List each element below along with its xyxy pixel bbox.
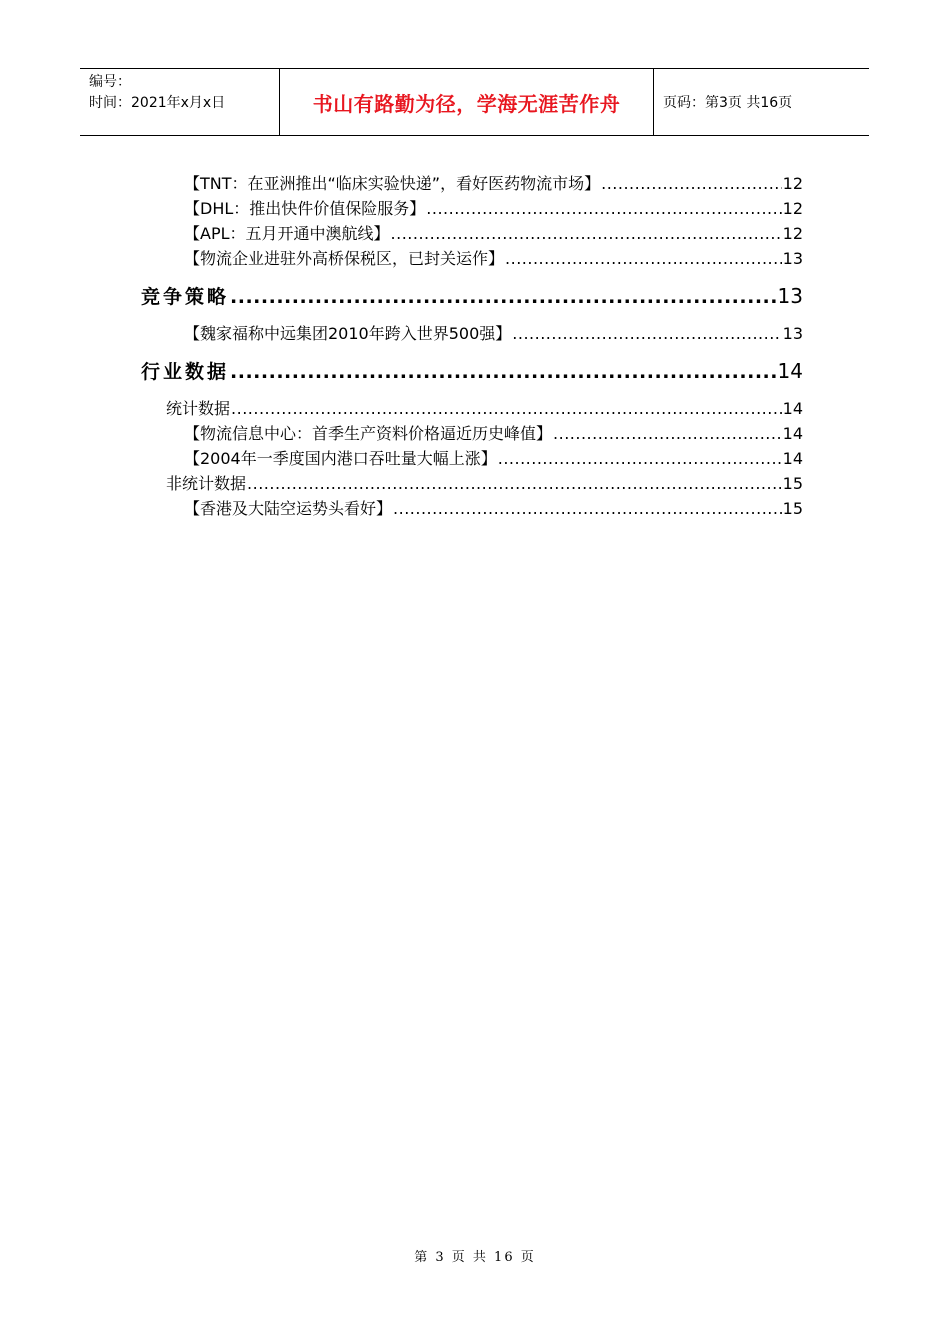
- toc-leader: [231, 399, 782, 418]
- toc-entry-page: 12: [782, 199, 803, 218]
- header-motto: 书山有路勤为径，学海无涯苦作舟: [312, 91, 621, 116]
- toc-leader: [553, 424, 782, 443]
- toc-entry-title: 【香港及大陆空运势头看好】: [184, 499, 393, 518]
- toc-entry-title: 【DHL：推出快件价值保险服务】: [184, 199, 426, 218]
- toc-leader: [391, 224, 782, 243]
- toc-entry[interactable]: [184, 221, 803, 244]
- toc-entry[interactable]: [184, 421, 803, 444]
- serial-label: 编号：: [89, 74, 131, 90]
- toc-entry-title: 【2004年一季度国内港口吞吐量大幅上涨】: [184, 449, 497, 468]
- toc-leader: [505, 249, 782, 268]
- toc-section-page: 14: [777, 359, 803, 383]
- toc-entry-page: 13: [782, 324, 803, 343]
- toc-entry[interactable]: [184, 446, 803, 469]
- toc-leader: [512, 324, 781, 343]
- toc-subsection-page: 14: [782, 399, 803, 418]
- toc-leader: [426, 199, 781, 218]
- toc-entry-title: 【TNT：在亚洲推出“临床实验快递”，看好医药物流市场】: [184, 174, 601, 193]
- toc-entry-page: 15: [782, 499, 803, 518]
- toc-entry[interactable]: [184, 246, 803, 269]
- toc-subsection-title: 非统计数据: [166, 474, 247, 493]
- toc-entry-page: 12: [782, 174, 803, 193]
- toc-section-page: 13: [777, 284, 803, 308]
- toc-entry[interactable]: [184, 321, 803, 344]
- toc-entry-page: 12: [782, 224, 803, 243]
- toc-entry-title: 【物流信息中心：首季生产资料价格逼近历史峰值】: [184, 424, 553, 443]
- toc-section-industry-data[interactable]: [141, 357, 803, 384]
- toc-entry-title: 【物流企业进驻外高桥保税区，已封关运作】: [184, 249, 505, 268]
- toc-leader: [230, 286, 777, 308]
- toc-subsection[interactable]: [166, 396, 803, 419]
- toc-entry-title: 【魏家福称中远集团2010年跨入世界500强】: [184, 324, 512, 343]
- toc-leader: [393, 499, 782, 518]
- toc-subsection[interactable]: [166, 471, 803, 494]
- toc-subsection-page: 15: [782, 474, 803, 493]
- toc-entry[interactable]: [184, 196, 803, 219]
- toc-section-competition[interactable]: [141, 282, 803, 309]
- toc-leader: [498, 449, 782, 468]
- toc-section-title: 行业数据: [141, 361, 230, 383]
- date-label: 时间：2021年x月x日: [89, 95, 226, 111]
- toc-entry-page: 13: [782, 249, 803, 268]
- toc-subsection-title: 统计数据: [166, 399, 231, 418]
- toc-entry-title: 【APL：五月开通中澳航线】: [184, 224, 390, 243]
- toc-entry[interactable]: [184, 496, 803, 519]
- toc-leader: [247, 474, 782, 493]
- toc-entry-page: 14: [782, 449, 803, 468]
- toc-section-title: 竞争策略: [141, 286, 230, 308]
- toc-leader: [230, 361, 777, 383]
- header-page-info: 页码：第3页 共16页: [663, 95, 793, 111]
- toc-entry-page: 14: [782, 424, 803, 443]
- toc-leader: [601, 174, 782, 193]
- toc-entry[interactable]: [184, 171, 803, 194]
- page-footer: 第 3 页 共 16 页: [414, 1250, 536, 1265]
